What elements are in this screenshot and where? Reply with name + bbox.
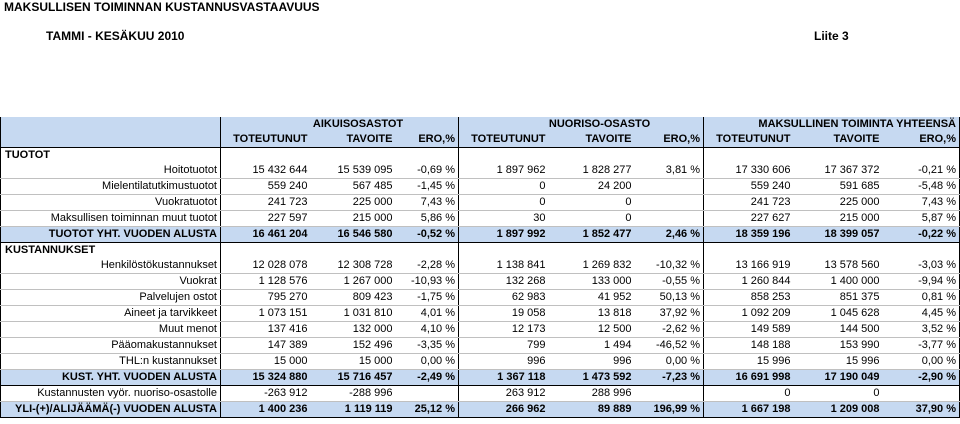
cell-value: 225 000 xyxy=(311,195,396,211)
cell-value xyxy=(883,386,960,402)
cell-value: 2,46 % xyxy=(635,227,704,243)
section-row xyxy=(1,148,960,164)
table-row xyxy=(1,306,960,322)
row-label: YLI-(+)/ALIJÄÄMÄ(-) VUODEN ALUSTA xyxy=(1,402,221,418)
cell-value: 263 912 xyxy=(459,386,549,402)
cell-value: -7,23 % xyxy=(635,370,704,386)
cell-value: 196,99 % xyxy=(635,402,704,418)
cell-value: 1 128 576 xyxy=(221,274,311,290)
header-empty xyxy=(1,117,221,132)
cell-value: -3,35 % xyxy=(396,338,459,354)
cell-value: 12 308 728 xyxy=(311,258,396,274)
table-row xyxy=(1,195,960,211)
cell-value: -1,75 % xyxy=(396,290,459,306)
cell-value: 1 400 236 xyxy=(221,402,311,418)
row-label: Hoitotuotot xyxy=(1,163,221,179)
cell-value: 1 269 832 xyxy=(549,258,635,274)
row-label: Muut menot xyxy=(1,322,221,338)
row-label: Pääomakustannukset xyxy=(1,338,221,354)
cell-value: 225 000 xyxy=(794,195,883,211)
cell-value: 809 423 xyxy=(311,290,396,306)
cell-value xyxy=(635,195,704,211)
cell-value: 559 240 xyxy=(221,179,311,195)
cell-value: 15 432 644 xyxy=(221,163,311,179)
cell-value: 4,45 % xyxy=(883,306,960,322)
cell-value: -0,55 % xyxy=(635,274,704,290)
cell-value: -10,32 % xyxy=(635,258,704,274)
col-header: TAVOITE xyxy=(311,132,396,148)
cell-value: 858 253 xyxy=(704,290,794,306)
cell-value: 1 138 841 xyxy=(459,258,549,274)
table-row xyxy=(1,322,960,338)
table-row xyxy=(1,290,960,306)
col-header: TAVOITE xyxy=(549,132,635,148)
cell-value: 241 723 xyxy=(221,195,311,211)
col-header: TOTEUTUNUT xyxy=(704,132,794,148)
table-row xyxy=(1,211,960,227)
total-row xyxy=(1,227,960,243)
cell-value: 3,52 % xyxy=(883,322,960,338)
cell-value: 799 xyxy=(459,338,549,354)
row-label: THL:n kustannukset xyxy=(1,354,221,370)
cell-value: 1 473 592 xyxy=(549,370,635,386)
column-header-row xyxy=(1,132,960,148)
cell-value: 0,81 % xyxy=(883,290,960,306)
cell-value: 4,10 % xyxy=(396,322,459,338)
cell-value: 37,92 % xyxy=(635,306,704,322)
cell-value: 1 045 628 xyxy=(794,306,883,322)
cell-value: 1 367 118 xyxy=(459,370,549,386)
cell-value: 1 400 000 xyxy=(794,274,883,290)
cell-value: 41 952 xyxy=(549,290,635,306)
cell-value: 0 xyxy=(794,386,883,402)
table-row xyxy=(1,258,960,274)
cell-value: 0,00 % xyxy=(883,354,960,370)
cost-rows xyxy=(1,258,960,418)
cell-value: 15 324 880 xyxy=(221,370,311,386)
cell-value: 567 485 xyxy=(311,179,396,195)
row-label: KUST. YHT. VUODEN ALUSTA xyxy=(1,370,221,386)
cell-value: 12 173 xyxy=(459,322,549,338)
cell-value: 147 389 xyxy=(221,338,311,354)
cell-value: 17 330 606 xyxy=(704,163,794,179)
row-label: Mielentilatutkimustuotot xyxy=(1,179,221,195)
cell-value: 996 xyxy=(549,354,635,370)
cell-value: 1 209 008 xyxy=(794,402,883,418)
cell-value: 1 267 000 xyxy=(311,274,396,290)
cell-value: 24 200 xyxy=(549,179,635,195)
cell-value: 18 359 196 xyxy=(704,227,794,243)
cell-value: 15 000 xyxy=(311,354,396,370)
cell-value: 4,01 % xyxy=(396,306,459,322)
cell-value: 851 375 xyxy=(794,290,883,306)
cell-value: 16 546 580 xyxy=(311,227,396,243)
cell-value: 795 270 xyxy=(221,290,311,306)
cell-value: 1 494 xyxy=(549,338,635,354)
cell-value: 1 119 119 xyxy=(311,402,396,418)
cell-value: 13 166 919 xyxy=(704,258,794,274)
row-label: Henkilöstökustannukset xyxy=(1,258,221,274)
cell-value: -0,69 % xyxy=(396,163,459,179)
cell-value: 137 416 xyxy=(221,322,311,338)
cell-value: 266 962 xyxy=(459,402,549,418)
row-label: Palvelujen ostot xyxy=(1,290,221,306)
cell-value xyxy=(635,211,704,227)
cell-value: 591 685 xyxy=(794,179,883,195)
cell-value: -0,22 % xyxy=(883,227,960,243)
cell-value xyxy=(396,386,459,402)
cell-value: 13 578 560 xyxy=(794,258,883,274)
group-nuoriso-osasto: NUORISO-OSASTO xyxy=(459,117,704,132)
cell-value: -2,90 % xyxy=(883,370,960,386)
total-row xyxy=(1,370,960,386)
row-label: Vuokratuotot xyxy=(1,195,221,211)
cell-value: 18 399 057 xyxy=(794,227,883,243)
cell-value: -288 996 xyxy=(311,386,396,402)
col-header: TOTEUTUNUT xyxy=(459,132,549,148)
cell-value xyxy=(635,179,704,195)
col-header: ERO,% xyxy=(883,132,960,148)
cell-value: 153 990 xyxy=(794,338,883,354)
cell-value: -10,93 % xyxy=(396,274,459,290)
cell-value: 1 828 277 xyxy=(549,163,635,179)
cell-value: 0 xyxy=(459,179,549,195)
row-label: Kustannusten vyör. nuoriso-osastolle xyxy=(1,386,221,402)
cell-value: 37,90 % xyxy=(883,402,960,418)
cell-value: 1 897 962 xyxy=(459,163,549,179)
cell-value: 1 852 477 xyxy=(549,227,635,243)
attachment-label: Liite 3 xyxy=(814,29,849,43)
col-header: ERO,% xyxy=(396,132,459,148)
group-yhteensa: MAKSULLINEN TOIMINTA YHTEENSÄ xyxy=(704,117,960,132)
cell-value: 0 xyxy=(549,211,635,227)
cell-value: 144 500 xyxy=(794,322,883,338)
cell-value: 1 667 198 xyxy=(704,402,794,418)
cell-value: -0,52 % xyxy=(396,227,459,243)
cell-value: -9,94 % xyxy=(883,274,960,290)
cell-value: 16 691 998 xyxy=(704,370,794,386)
cell-value: 7,43 % xyxy=(883,195,960,211)
cell-value: 0 xyxy=(459,195,549,211)
cell-value: 15 996 xyxy=(704,354,794,370)
cell-value: 132 268 xyxy=(459,274,549,290)
cell-value: 0,00 % xyxy=(396,354,459,370)
table-row xyxy=(1,274,960,290)
cell-value: -5,48 % xyxy=(883,179,960,195)
section-tuotot: TUOTOT xyxy=(1,148,221,164)
cell-value: 17 367 372 xyxy=(794,163,883,179)
cell-value: 7,43 % xyxy=(396,195,459,211)
report-period: TAMMI - KESÄKUU 2010 xyxy=(46,29,185,43)
cell-value: 1 092 209 xyxy=(704,306,794,322)
cell-value: 62 983 xyxy=(459,290,549,306)
cell-value: 0,00 % xyxy=(635,354,704,370)
cell-value: -2,62 % xyxy=(635,322,704,338)
cell-value: 227 627 xyxy=(704,211,794,227)
cell-value: 89 889 xyxy=(549,402,635,418)
cell-value: 25,12 % xyxy=(396,402,459,418)
cell-value: 17 190 049 xyxy=(794,370,883,386)
table-row xyxy=(1,163,960,179)
cell-value: 15 716 457 xyxy=(311,370,396,386)
cell-value: 1 260 844 xyxy=(704,274,794,290)
total-row xyxy=(1,402,960,418)
cell-value: 16 461 204 xyxy=(221,227,311,243)
section-kustannukset: KUSTANNUKSET xyxy=(1,243,221,259)
cell-value: 1 897 992 xyxy=(459,227,549,243)
cell-value: 1 031 810 xyxy=(311,306,396,322)
header-empty xyxy=(1,132,221,148)
cell-value: -263 912 xyxy=(221,386,311,402)
cell-value: 227 597 xyxy=(221,211,311,227)
cell-value: 215 000 xyxy=(794,211,883,227)
cell-value: -2,28 % xyxy=(396,258,459,274)
cell-value: 3,81 % xyxy=(635,163,704,179)
cell-value: 0 xyxy=(549,195,635,211)
cell-value: -1,45 % xyxy=(396,179,459,195)
cost-coverage-table xyxy=(0,117,960,418)
cell-value: 1 073 151 xyxy=(221,306,311,322)
income-rows xyxy=(1,163,960,243)
cell-value xyxy=(635,386,704,402)
row-label: Maksullisen toiminnan muut tuotot xyxy=(1,211,221,227)
cell-value: 215 000 xyxy=(311,211,396,227)
col-header: TAVOITE xyxy=(794,132,883,148)
cell-value: -0,21 % xyxy=(883,163,960,179)
cell-value: 12 500 xyxy=(549,322,635,338)
cell-value: -3,03 % xyxy=(883,258,960,274)
cell-value: 288 996 xyxy=(549,386,635,402)
cell-value: 559 240 xyxy=(704,179,794,195)
group-header-row xyxy=(1,117,960,132)
table-row xyxy=(1,354,960,370)
cell-value: 133 000 xyxy=(549,274,635,290)
row-label: Vuokrat xyxy=(1,274,221,290)
cell-value: 15 539 095 xyxy=(311,163,396,179)
row-label: TUOTOT YHT. VUODEN ALUSTA xyxy=(1,227,221,243)
cell-value: 13 818 xyxy=(549,306,635,322)
cell-value: 15 996 xyxy=(794,354,883,370)
cell-value: 996 xyxy=(459,354,549,370)
cell-value: -46,52 % xyxy=(635,338,704,354)
cell-value: 0 xyxy=(704,386,794,402)
cell-value: 50,13 % xyxy=(635,290,704,306)
group-aikuisosastot: AIKUISOSASTOT xyxy=(221,117,459,132)
cell-value: 30 xyxy=(459,211,549,227)
col-header: ERO,% xyxy=(635,132,704,148)
report-title: MAKSULLISEN TOIMINNAN KUSTANNUSVASTAAVUUS xyxy=(4,0,320,14)
cell-value: -3,77 % xyxy=(883,338,960,354)
cell-value: 5,86 % xyxy=(396,211,459,227)
table-row xyxy=(1,386,960,402)
cell-value: 15 000 xyxy=(221,354,311,370)
section-row xyxy=(1,243,960,259)
table-row xyxy=(1,338,960,354)
cell-value: 132 000 xyxy=(311,322,396,338)
cell-value: 149 589 xyxy=(704,322,794,338)
cell-value: 241 723 xyxy=(704,195,794,211)
cell-value: 5,87 % xyxy=(883,211,960,227)
cell-value: 19 058 xyxy=(459,306,549,322)
table-row xyxy=(1,179,960,195)
row-label: Aineet ja tarvikkeet xyxy=(1,306,221,322)
cell-value: 148 188 xyxy=(704,338,794,354)
cell-value: 152 496 xyxy=(311,338,396,354)
cell-value: -2,49 % xyxy=(396,370,459,386)
cell-value: 12 028 078 xyxy=(221,258,311,274)
col-header: TOTEUTUNUT xyxy=(221,132,311,148)
